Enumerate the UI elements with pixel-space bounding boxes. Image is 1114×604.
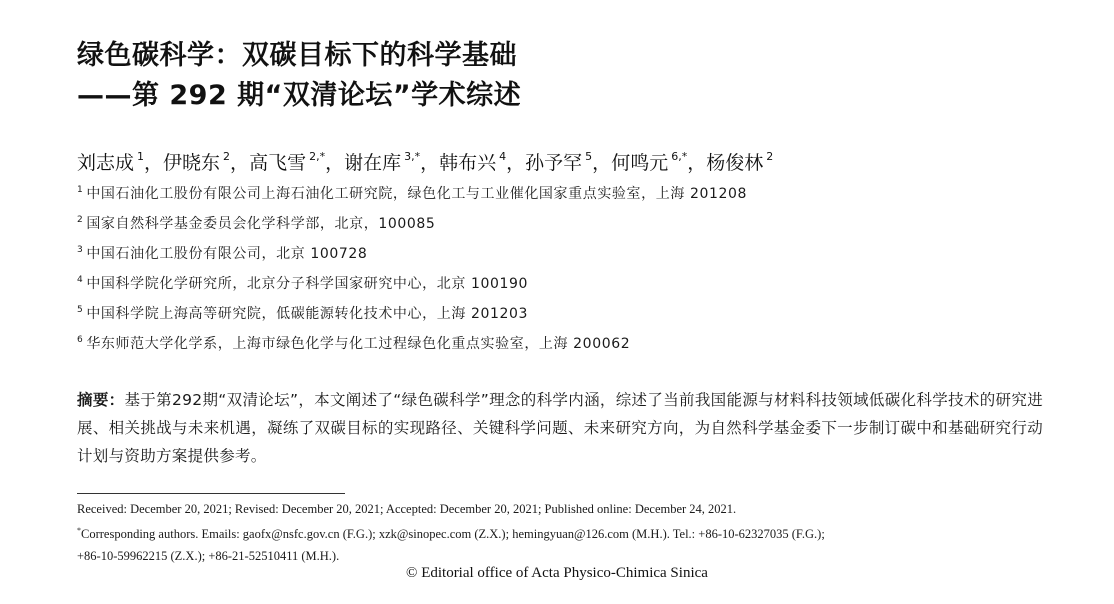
corresponding-mark: *	[77, 526, 81, 535]
affiliation-number: 4	[77, 275, 84, 285]
paper-title	[77, 36, 1037, 116]
abstract-label: 摘要：	[77, 391, 125, 409]
received-dates: Received: December 20, 2021; Revised: December 20, 2021; Accepted: December 20, 2021; Published online: December 24, 2021.	[77, 502, 737, 516]
author-affil-mark: 2	[766, 150, 774, 163]
affiliation-text: 国家自然科学基金委员会化学科学部，北京，100085	[86, 216, 436, 232]
affiliation-text: 中国科学院化学研究所，北京分子科学国家研究中心，北京 100190	[86, 276, 529, 292]
abstract-text: 基于第292期“双清论坛”，本文阐述了“绿色碳科学”理念的科学内涵，综述了当前我国能源与材料科技领域低碳化科学技术的研究进展、相关挑战与未来机遇，凝练了双碳目标的实现路径、关键科学问题、未来研究方向，为自然科学基金委下一步制订碳中和基础研究行动计划与资助方案提供参考。	[77, 391, 1043, 465]
author-name: 孙予罕	[525, 152, 583, 174]
author-affil-mark: 5	[585, 150, 593, 163]
affiliation-text: 华东师范大学化学系，上海市绿色化学与化工过程绿色化重点实验室，上海 200062	[86, 336, 631, 352]
affiliation-number: 5	[77, 305, 84, 315]
author-separator: ，	[144, 152, 164, 174]
author-separator: ，	[230, 152, 250, 174]
affiliation-number: 1	[77, 185, 84, 195]
corresponding-authors-line-2: +86-10-59962215 (Z.X.); +86-21-52510411 (M.H.).	[77, 549, 340, 563]
corresponding-authors-line-1	[77, 520, 1077, 545]
title-line-2: ——第 292 期“双清论坛”学术综述	[77, 80, 522, 111]
author-separator: ，	[325, 152, 345, 174]
footnotes	[77, 498, 1077, 567]
affiliation-text: 中国石油化工股份有限公司上海石油化工研究院，绿色化工与工业催化国家重点实验室，上海 201208	[86, 186, 748, 202]
author-affil-mark: 2,*	[309, 150, 326, 163]
affiliation-text: 中国科学院上海高等研究院，低碳能源转化技术中心，上海 201203	[86, 306, 529, 322]
affiliation-text: 中国石油化工股份有限公司，北京 100728	[86, 246, 368, 262]
author-name: 何鸣元	[611, 152, 669, 174]
title-line-1: 绿色碳科学：双碳目标下的科学基础	[77, 40, 517, 71]
author-name: 谢在库	[344, 152, 402, 174]
author-affil-mark: 1	[137, 150, 145, 163]
author-separator: ，	[506, 152, 526, 174]
affiliation-item	[77, 268, 1077, 298]
affiliation-item	[77, 238, 1077, 268]
author-affil-mark: 2	[223, 150, 231, 163]
affiliation-item	[77, 178, 1077, 208]
author-affil-mark: 6,*	[671, 150, 688, 163]
author-name: 杨俊林	[706, 152, 764, 174]
author-affil-mark: 4	[499, 150, 507, 163]
copyright-notice: © Editorial office of Acta Physico-Chimica Sinica	[406, 565, 708, 581]
author-name: 刘志成	[77, 152, 135, 174]
affiliation-list	[77, 178, 1077, 358]
author-separator: ，	[420, 152, 440, 174]
affiliation-item	[77, 208, 1077, 238]
affiliation-number: 2	[77, 215, 84, 225]
abstract-paragraph	[77, 386, 1043, 470]
author-list	[77, 142, 1057, 178]
corresponding-authors-text: Corresponding authors. Emails: gaofx@nsfc.gov.cn (F.G.); xzk@sinopec.com (Z.X.); hemingyuan@126.com (M.H.). Tel.: +86-10-62327035 (F.G.);	[81, 527, 825, 541]
author-separator: ，	[592, 152, 612, 174]
affiliation-item	[77, 298, 1077, 328]
affiliation-item	[77, 328, 1077, 358]
footnote-divider	[77, 493, 345, 494]
author-affil-mark: 3,*	[404, 150, 421, 163]
affiliation-number: 6	[77, 335, 84, 345]
author-separator: ，	[687, 152, 707, 174]
author-name: 高飞雪	[249, 152, 307, 174]
author-name: 韩布兴	[439, 152, 497, 174]
affiliation-number: 3	[77, 245, 84, 255]
author-name: 伊晓东	[163, 152, 221, 174]
